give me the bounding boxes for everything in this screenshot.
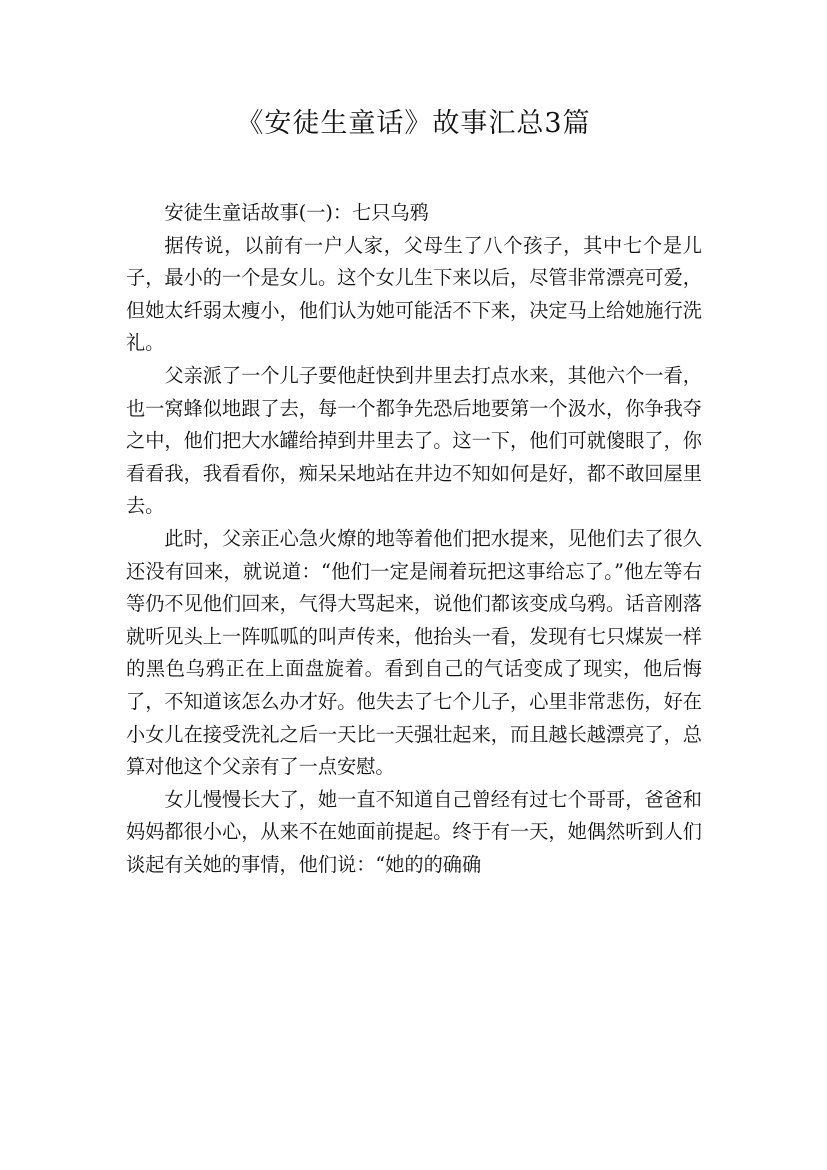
paragraph: 据传说，以前有一户人家，父母生了八个孩子，其中七个是儿子，最小的一个是女儿。这个女儿生下来以后，尽管非常漂亮可爱，但她太纤弱太瘦小，他们认为她可能活不下来，决定马上给她施行洗礼。 bbox=[126, 233, 702, 355]
document-title: 《安徒生童话》故事汇总3篇 bbox=[236, 108, 591, 139]
paragraph: 女儿慢慢长大了，她一直不知道自己曾经有过七个哥哥，爸爸和妈妈都很小心，从来不在她面前提起。终于有一天，她偶然听到人们谈起有关她的事情，他们说：“她的的确确 bbox=[126, 787, 702, 876]
section-heading: 安徒生童话故事(一)：七只乌鸦 bbox=[164, 201, 429, 224]
paragraph: 此时，父亲正心急火燎的地等着他们把水提来，见他们去了很久还没有回来，就说道：“他们一定是闹着玩把这事给忘了。”他左等右等仍不见他们回来，气得大骂起来，说他们都该变成乌鸦。话音刚落就听见头上一阵呱呱的叫声传来，他抬头一看，发现有七只煤炭一样的黑色乌鸦正在上面盘旋着。看到自己的气话变成了现实，他后悔了，不知道该怎么办才好。他失去了七个儿子，心里非常悲伤，好在小女儿在接受洗礼之后一天比一天强壮起来，而且越长越漂亮了，总算对他这个父亲有了一点安慰。 bbox=[126, 526, 702, 779]
document-body bbox=[126, 197, 702, 881]
paragraph: 父亲派了一个儿子要他赶快到井里去打点水来，其他六个一看，也一窝蜂似地跟了去，每一个都争先恐后地要第一个汲水，你争我夺之中，他们把大水罐给掉到井里去了。这一下，他们可就傻眼了，你看看我，我看看你，痴呆呆地站在井边不知如何是好，都不敢回屋里去。 bbox=[126, 363, 702, 518]
